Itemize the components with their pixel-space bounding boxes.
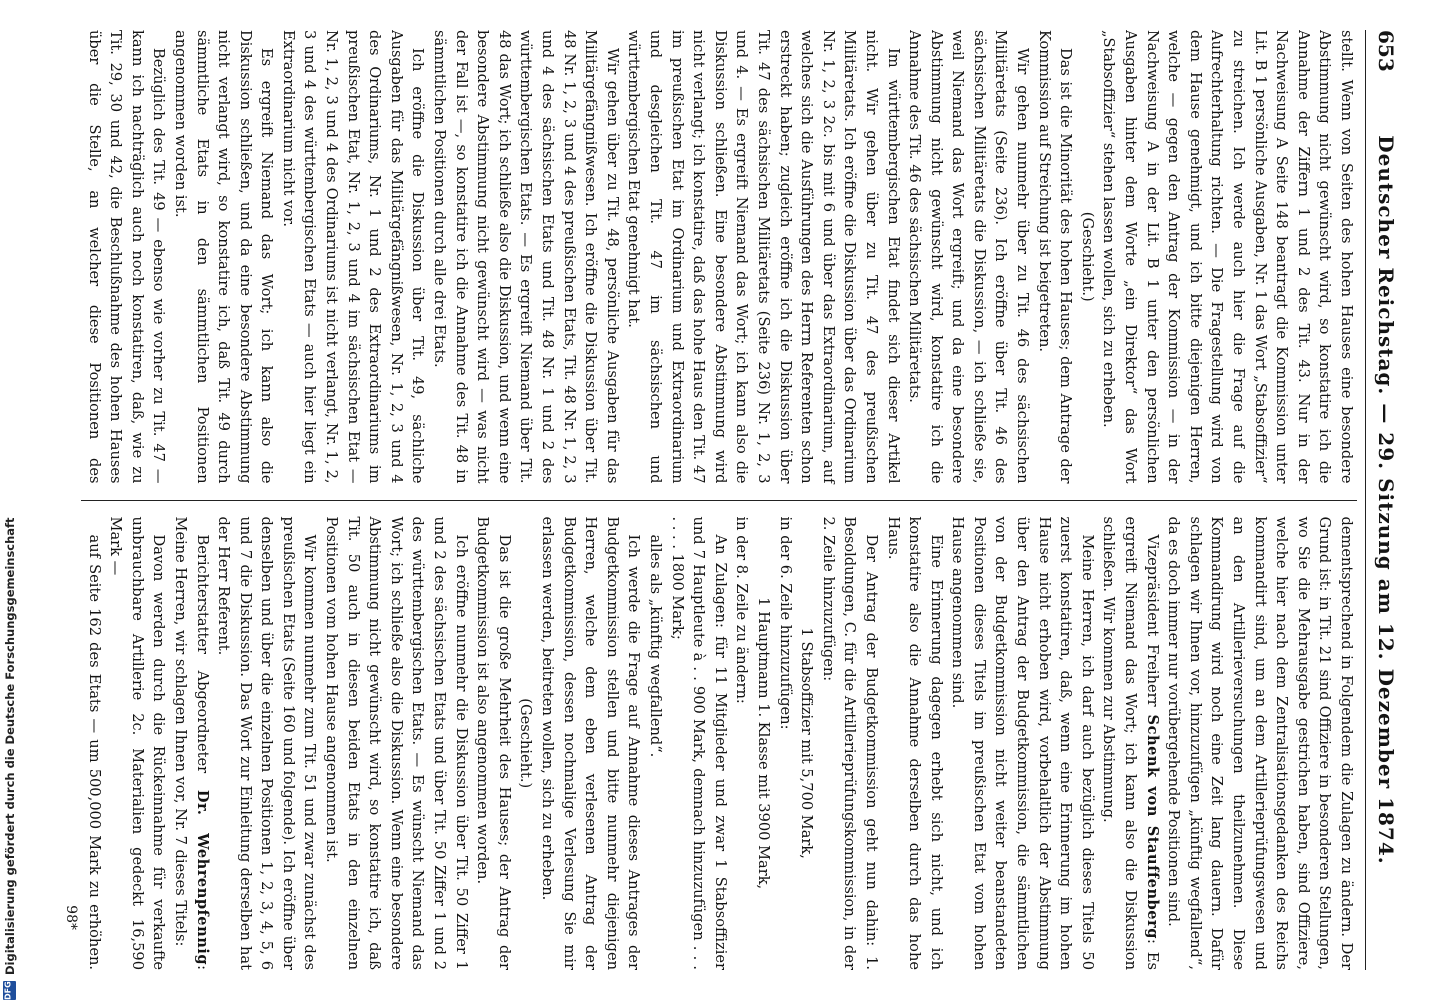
credit-text: Digitalisierung gefördert durch die Deutsche Forschungsgemeinschaft [3, 517, 17, 976]
left-column [81, 30, 1357, 500]
right-column-paragraph: An Zulagen: für 11 Mitglieder und zwar 1 Stabsoffizier und 7 Hauptleute à . . 900 Mark, demnach hinzuzufügen . . . . . . . 1800 Mark; [668, 516, 729, 970]
right-column-paragraph: Ich eröffne nunmehr die Diskussion über Tit. 50 Ziffer 1 und 2 des sächsischen Etats und über Tit. 50 Ziffer 1 und 2 des württembergischen Etats. — Es wünscht Niemand das Wort; ich schließe also die Diskussion. Wenn eine besondere Abstimmung nicht gewünscht wird, so konstatire ich, daß Tit. 50 auch in diesen beiden Etats in den einzelnen Positionen vom hohen Hause angenommen ist. [323, 516, 470, 970]
left-column-paragraph: Ich eröffne die Diskussion über Tit. 49, sächliche Ausgaben für das Militärgefängnißwesen, Nr. 1, 2, 3 und 4 des Ordinariums, Nr. 1 und 2 des Extraordinariums im preußischen Etat, Nr. 1, 2, 3 und 4 im sächsischen Etat — Nr. 1, 2, 3 und 4 des Ordinariums ist nicht verlangt, Nr. 1, 2, 3 und 4 des württembergischen Etats — auch hier liegt ein Extraordinarium nicht vor. [279, 30, 427, 484]
left-column-paragraph: (Geschieht.) [1078, 211, 1096, 302]
scanned-page [40, 10, 1412, 990]
dfg-logo-icon: DFG [4, 981, 17, 1000]
text-columns [81, 30, 1357, 970]
speaker-name: Dr. Wehrenpfennig [193, 789, 211, 966]
left-column-paragraph: Wir gehen über zu Tit. 48, persönliche Ausgaben für das Militärgefängnißwesen. Ich eröffne die Diskussion über Tit. 48 Nr. 1, 2, 3 und 4 des preußischen Etats, Tit. 48 Nr. 1, 2, 3 und 4 des sächsischen Etats und Tit. 48 Nr. 1 und 2 des württembergischen Etats. — Es ergreift Niemand über Tit. 48 das Wort; ich schließe also die Diskussion, und wenn eine besondere Abstimmung nicht gewünscht wird — was nicht der Fall ist —, so konstatire ich die Annahme des Tit. 48 in sämmtlichen Positionen durch alle drei Etats. [431, 30, 621, 484]
right-column-paragraph: Das ist die große Mehrheit des Hauses; der Antrag der Budgetkommission ist also angenommen worden. [474, 516, 513, 970]
right-column-paragraph: Berichterstatter Abgeordneter Dr. Wehrenpfennig: Meine Herren, wir schlagen Ihnen vor, Nr. 7 dieses Titels: [171, 516, 211, 970]
right-column-paragraph: dementsprechend in Folgendem die Zulagen zu ändern. Der Grund ist: in Tit. 21 sind Offiziere in besonderen Stellungen, wo Sie die Mehrausgabe gestrichen haben, sind Offiziere, welche hier nach dem Zentralisationsgedanken des Reichs kommandirt sind, um an dem Artillerieprüfungswesen und an den Artillerieversuchungen theilzunehmen. Diese Kommandirung wird noch eine Zeit lang dauern. Dafür schlagen wir Ihnen vor, hinzuzufügen „künftig wegfallend“, da es doch immer nur vorübergehende Positionen sind. [1165, 516, 1355, 970]
speaker-name: Schenk von Stauffenberg [1143, 714, 1161, 939]
left-column-paragraph: Bezüglich des Tit. 49 — ebenso wie vorher zu Tit. 47 — kann ich nachträglich auch noch konstatiren, daß, wie zu Tit. 29, 30 und 42, die Beschlußnahme des hohen Hauses über die Stelle, an welcher diese Positionen des [85, 30, 168, 484]
page-header [1365, 30, 1406, 970]
signature-mark: 98* [63, 905, 79, 930]
right-column-paragraph: Wir kommen nunmehr zum Tit. 51 und zwar zunächst des preußischen Etats (Seite 160 und folgende). Ich eröffne über denselben und über die einzelnen Positionen 1, 2, 3, 4, 5, 6 und 7 die Diskussion. Das Wort zur Einleitung derselben hat der Herr Referent. [215, 516, 319, 970]
right-column-paragraph: 1 Hauptmann 1. Klasse mit 3900 Mark, [754, 597, 772, 890]
right-column-paragraph: Ich werde die Frage auf Annahme dieses Antrages der Budgetkommission stellen und bitte nunmehr diejenigen Herren, welche dem eben verlesenen Antrag der Budgetkommission, dessen nochmalige Verlesung Sie mir erlassen werden, beitreten wollen, sich zu erheben. [539, 516, 643, 970]
right-column-paragraph: in der 8. Zeile zu ändern: [733, 516, 751, 704]
right-column-paragraph: alles als „künftig wegfallend“. [647, 534, 664, 758]
right-column-paragraph: Vizepräsident Freiherr Schenk von Stauffenberg: Es ergreift Niemand das Wort; ich kann also die Diskussion schließen. Wir kommen zur Abstimmung. [1100, 516, 1161, 970]
left-column-paragraph: Das ist die Minorität des hohen Hauses; dem Antrage der Kommission auf Streichung ist beigetreten. [1035, 30, 1075, 484]
right-column-paragraph: auf Seite 162 des Etats — um 500,000 Mark zu erhöhen. [85, 534, 103, 970]
right-column-paragraph: Meine Herren, ich darf auch bezüglich dieses Titels 50 zuerst konstatiren, daß, wenn eine Erinnerung im hohen Hause nicht erhoben wird, vorbehaltlich der Abstimmung über den Antrag der Budgetkommission, die sämmtlichen von der Budgetkommission nicht weiter beanstandeten Positionen dieses Titels im preußischen Etat vom hohen Hause angenommen sind. [949, 516, 1096, 970]
left-column-paragraph: Es ergreift Niemand das Wort; ich kann also die Diskussion schließen, und da eine besondere Abstimmung nicht verlangt wird, so konstatire ich, daß Tit. 49 durch sämmtliche Etats in den sämmtlichen Positionen angenommen worden ist. [171, 30, 276, 484]
right-column-paragraph: in der 6. Zeile hinzuzufügen: [776, 516, 794, 730]
right-column-paragraph: Der Antrag der Budgetkommission geht nun dahin: 1. Besoldungen, C. für die Artillerieprüfungskommission, in der 2. Zeile hinzuzufügen: [819, 516, 880, 970]
right-column-paragraph: Eine Erinnerung dagegen erhebt sich nicht, und ich konstatire also die Annahme derselben durch das hohe Haus. [884, 516, 945, 970]
left-column-paragraph: Wir gehen nunmehr über zu Tit. 46 des sächsischen Militäretats (Seite 236). Ich eröffne über Tit. 46 des sächsischen Militäretats die Diskussion, — ich schließe sie, weil Niemand das Wort ergreift; und da eine besondere Abstimmung nicht gewünscht wird, konstatire ich die Annahme des Tit. 46 des sächsischen Militäretats. [906, 30, 1032, 484]
right-column [81, 500, 1357, 971]
right-column-paragraph: 1 Stabsoffizier mit 5,700 Mark, [798, 627, 816, 859]
page-number: 653 [1374, 30, 1398, 72]
digitization-credit [0, 517, 20, 1000]
page-title: Deutscher Reichstag. — 29. Sitzung am 12. Dezember 1874. [1374, 135, 1398, 865]
left-column-paragraph: Im württembergischen Etat findet sich dieser Artikel nicht. Wir gehen über zu Tit. 47 des preußischen Militäretats. Ich eröffne die Diskussion über das Ordinarium Nr. 1, 2, 3 2c. bis mit 6 und über das Extraordinarium, auf welches sich die Ausführungen des Herrn Referenten schon erstreckt haben; zugleich eröffne ich die Diskussion über Tit. 47 des sächsischen Militäretats (Seite 236) Nr. 1, 2, 3 und 4. — Es ergreift Niemand das Wort; ich kann also die Diskussion schließen. Eine besondere Abstimmung wird nicht verlangt; ich konstatire, daß das hohe Haus den Tit. 47 im preußischen Etat im Ordinarium und Extraordinarium und desgleichen Tit. 47 im sächsischen und württembergischen Etat genehmigt hat. [625, 30, 902, 484]
right-column-paragraph: Davon werden durch die Rückeinnahme für verkaufte unbrauchbare Artillerie 2c. Materialien gedeckt 16,590 Mark — [107, 516, 168, 970]
left-column-paragraph: stellt. Wenn von Seiten des hohen Hauses eine besondere Abstimmung nicht gewünscht wird, so konstatire ich die Annahme der Ziffern 1 und 2 des Tit. 43. Nur in der Nachweisung A Seite 148 beantragt die Kommission unter Lit. B 1 persönliche Ausgaben, Nr. 1 das Wort „Stabsoffizier“ zu streichen. Ich werde auch hier die Frage auf die Aufrechterhaltung richten. — Die Fragestellung wird von dem Hause genehmigt, und ich bitte diejenigen Herren, welche — gegen den Antrag der Kommission — in der Nachweisung A in der Lit. B 1 unter den persönlichen Ausgaben hinter dem Worte „ein Direktor“ das Wort „Stabsoffizier“ stehen lassen wollen, sich zu erheben. [1100, 30, 1355, 484]
right-column-paragraph: (Geschieht.) [517, 698, 535, 789]
